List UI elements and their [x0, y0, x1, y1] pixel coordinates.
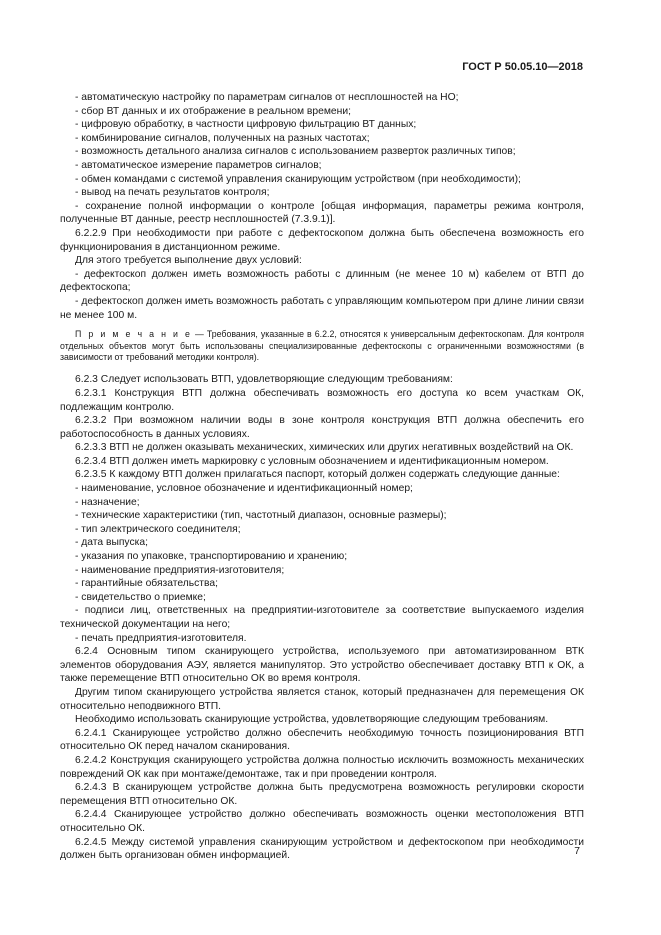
paragraph-6-2-4: 6.2.4 Основным типом сканирующего устройства, используемого при автоматизированном ВТК элементов оборудования АЭУ, является манипулятор. Это устройство обеспечивает доставку ВТП к ОК, а также перемещение ВТП относительно ОК во время контроля.: [60, 646, 584, 685]
document-header: ГОСТ Р 50.05.10—2018: [462, 61, 583, 73]
paragraph-6-2-3-3: 6.2.3.3 ВТП не должен оказывать механических, химических или других негативных воздействий на ОК.: [75, 442, 574, 454]
page-number: 7: [574, 846, 580, 857]
list-item: - назначение;: [75, 496, 140, 508]
list-item: - дата выпуска;: [75, 537, 148, 549]
list-item: - технические характеристики (тип, частотный диапазон, основные размеры);: [75, 510, 447, 522]
list-item: - подписи лиц, ответственных на предприятии-изготовителе за соответствие выпускаемого изделия технической документации на него;: [60, 605, 584, 630]
list-item: - сохранение полной информации о контроле [общая информация, параметры режима контроля, полученные ВТ данные, реестр несплошностей (7.3.9.1)].: [60, 200, 584, 226]
note: [60, 329, 584, 363]
list-item: - дефектоскоп должен иметь возможность работать с управляющим компьютером при длине линии связи не менее 100 м.: [60, 295, 584, 321]
list-item: - наименование предприятия-изготовителя;: [75, 564, 285, 576]
list-item: - автоматическую настройку по параметрам сигналов от несплошностей на НО;: [75, 92, 459, 103]
paragraph-6-2-4-2: 6.2.4.2 Конструкция сканирующего устройства должна полностью исключить возможность механических повреждений ОК как при монтаже/демонтаже, так и при проведении контроля.: [60, 754, 584, 780]
paragraph-6-2-3-1: 6.2.3.1 Конструкция ВТП должна обеспечивать возможность его доступа ко всем участкам ОК, подлежащим контролю.: [60, 387, 584, 413]
paragraph-6-2-4-requirements: Необходимо использовать сканирующие устройства, удовлетворяющие следующим требованиям.: [75, 714, 549, 726]
paragraph-conditions: Для этого требуется выполнение двух условий:: [75, 255, 302, 267]
paragraph-6-2-4-1: 6.2.4.1 Сканирующее устройство должно обеспечить необходимую точность позиционирования ВТП относительно ОК перед началом сканирования.: [60, 727, 584, 753]
list-item: - обмен командами с системой управления сканирующим устройством (при необходимости);: [75, 173, 521, 185]
paragraph-6-2-3: 6.2.3 Следует использовать ВТП, удовлетворяющие следующим требованиям:: [75, 374, 453, 386]
list-item: - автоматическое измерение параметров сигналов;: [75, 159, 322, 171]
document-body: [60, 91, 584, 863]
list-item: - сбор ВТ данных и их отображение в реальном времени;: [75, 105, 351, 117]
list-item: - свидетельство о приемке;: [75, 591, 206, 603]
paragraph-6-2-3-4: 6.2.3.4 ВТП должен иметь маркировку с условным обозначением и идентификационным номером.: [75, 455, 549, 467]
paragraph-6-2-3-5: 6.2.3.5 К каждому ВТП должен прилагаться паспорт, который должен содержать следующие данные:: [75, 469, 560, 481]
list-item: - вывод на печать результатов контроля;: [75, 187, 270, 199]
note-text: — Требования, указанные в 6.2.2, относятся к универсальным дефектоскопам. Для контроля отдельных объектов могут быть использованы специализированные дефектоскопы с ограниченными возможностями (в зависимости от требований методики контроля).: [60, 329, 584, 362]
list-item: - комбинирование сигналов, полученных на разных частотах;: [75, 132, 370, 144]
paragraph-6-2-4-5: 6.2.4.5 Между системой управления сканирующим устройством и дефектоскопом при необходимости должен быть организован обмен информацией.: [60, 836, 584, 862]
paragraph-6-2-2-9: 6.2.2.9 При необходимости при работе с дефектоскопом должна быть обеспечена возможность его функционирования в дистанционном режиме.: [60, 227, 584, 253]
list-item: - цифровую обработку, в частности цифровую фильтрацию ВТ данных;: [75, 119, 417, 131]
paragraph-6-2-3-2: 6.2.3.2 При возможном наличии воды в зоне контроля конструкция ВТП должна обеспечить его работоспособность в данных условиях.: [60, 415, 584, 440]
list-item: - печать предприятия-изготовителя.: [75, 632, 247, 644]
list-item: - гарантийные обязательства;: [75, 578, 218, 590]
paragraph-6-2-4-3: 6.2.4.3 В сканирующем устройстве должна быть предусмотрена возможность регулировки скорости перемещения ВТП относительно ОК.: [60, 782, 584, 807]
paragraph-6-2-4-machine: Другим типом сканирующего устройства является станок, который предназначен для перемещения ОК относительно неподвижного ВТП.: [60, 686, 584, 712]
list-item: - возможность детального анализа сигналов с использованием разверток различных типов;: [75, 146, 516, 158]
list-item: - тип электрического соединителя;: [75, 523, 241, 535]
note-label: П р и м е ч а н и е: [75, 329, 192, 340]
paragraph-6-2-4-4: 6.2.4.4 Сканирующее устройство должно обеспечивать возможность оценки местоположения ВТП относительно ОК.: [60, 809, 584, 834]
list-item: - дефектоскоп должен иметь возможность работы с длинным (не менее 10 м) кабелем от ВТП до дефектоскопа;: [60, 268, 584, 294]
list-item: - наименование, условное обозначение и идентификационный номер;: [75, 483, 413, 495]
list-item: - указания по упаковке, транспортированию и хранению;: [75, 551, 348, 563]
